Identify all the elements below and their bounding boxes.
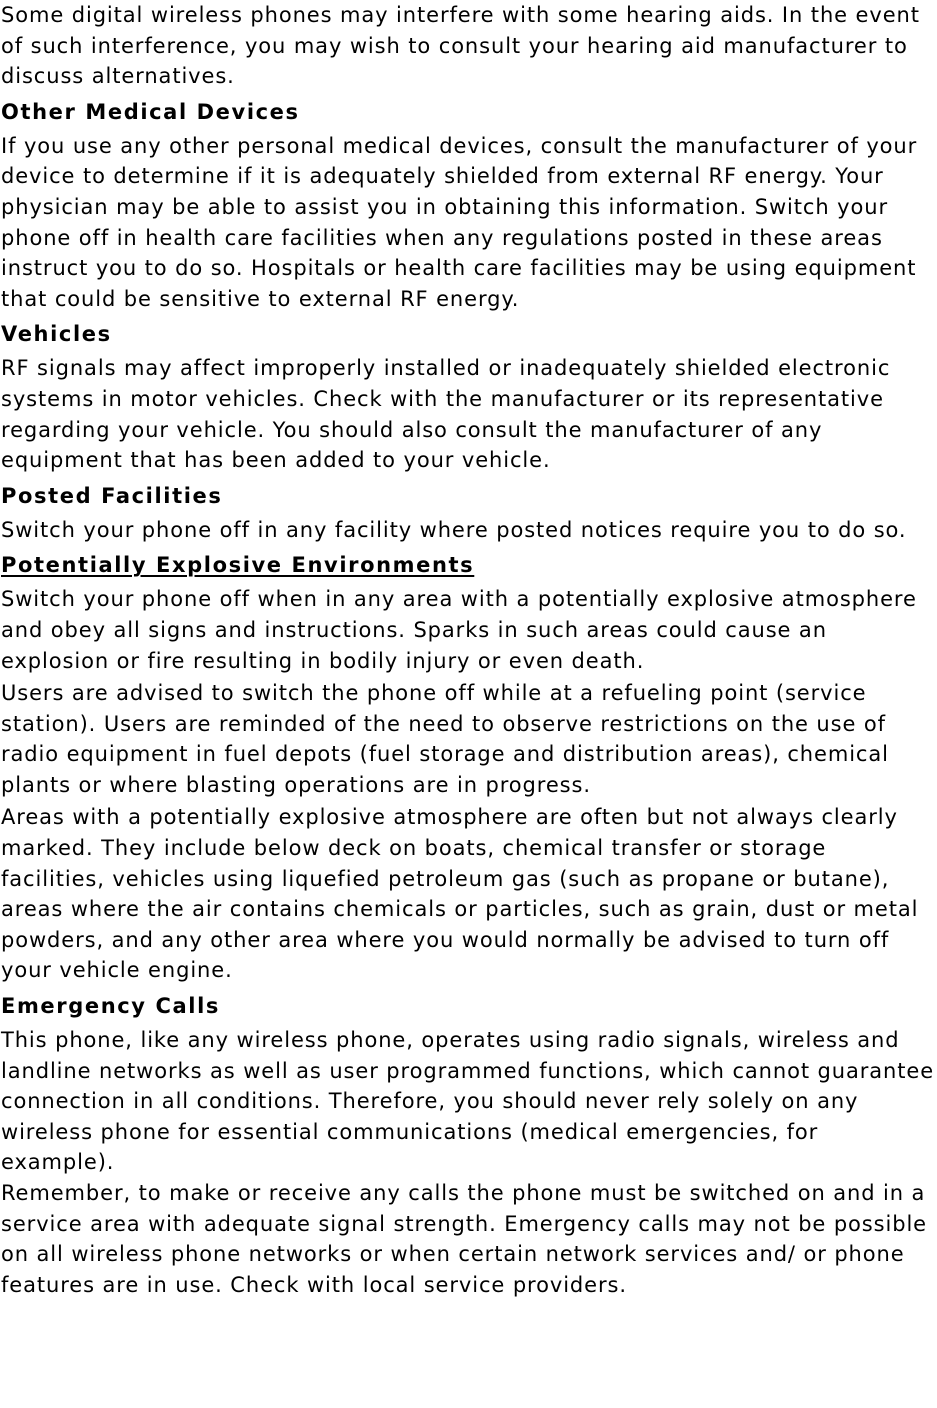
explosive-paragraph-1: Switch your phone off when in any area with a potentially explosive atmosphere and obey all signs and instructions. Sparks in such areas could cause an explosion or fire resulting in bodily injury or even death. [1,587,917,673]
explosive-paragraph-2: Users are advised to switch the phone off while at a refueling point (service station). Users are reminded of the need to observe restrictions on the use of radio equipment in fuel depots (fuel storage and distribution areas), chemical plants or where blasting operations are in progress. [1,681,889,797]
potentially-explosive-environments-heading: Potentially Explosive Environments [1,553,475,578]
emergency-paragraph-2: Remember, to make or receive any calls the phone must be switched on and in a service area with adequate signal strength. Emergency calls may not be possible on all wireless phone networks or when certain network services and/ or phone features are in use. Check with local service providers. [1,1181,927,1297]
other-medical-devices-paragraph: If you use any other personal medical devices, consult the manufacturer of your device to determine if it is adequately shielded from external RF energy. Your physician may be able to assist you in obtaining this information. Switch your phone off in health care facilities when any regulations posted in these areas instruct you to do so. Hospitals or health care facilities may be using equipment that could be sensitive to external RF energy. [1,133,918,311]
vehicles-heading: Vehicles [1,322,112,347]
posted-facilities-heading: Posted Facilities [1,483,223,508]
explosive-paragraph-3: Areas with a potentially explosive atmosphere are often but not always clearly marked. They include below deck on boats, chemical transfer or storage facilities, vehicles using liquefied petroleum gas (such as propane or butane), areas where the air contains chemicals or particles, such as grain, dust or metal powders, and any other area where you would normally be advised to turn off your vehicle engine. [1,805,919,983]
hearing-aid-paragraph: Some digital wireless phones may interfere with some hearing aids. In the event of such interference, you may wish to consult your hearing aid manufacturer to discuss alternatives. [1,3,920,89]
emergency-paragraph-1: This phone, like any wireless phone, operates using radio signals, wireless and landline networks as well as user programmed functions, which cannot guarantee connection in all conditions. Therefore, you should never rely solely on any wireless phone for essential communications (medical emergencies, for example). [1,1028,935,1175]
other-medical-devices-heading: Other Medical Devices [1,99,300,124]
posted-facilities-paragraph: Switch your phone off in any facility where posted notices require you to do so. [1,517,907,542]
emergency-calls-heading: Emergency Calls [1,994,220,1019]
vehicles-paragraph: RF signals may affect improperly installed or inadequately shielded electronic systems in motor vehicles. Check with the manufacturer or its representative regarding your vehicle. You should also consult the manufacturer of any equipment that has been added to your vehicle. [1,356,891,473]
